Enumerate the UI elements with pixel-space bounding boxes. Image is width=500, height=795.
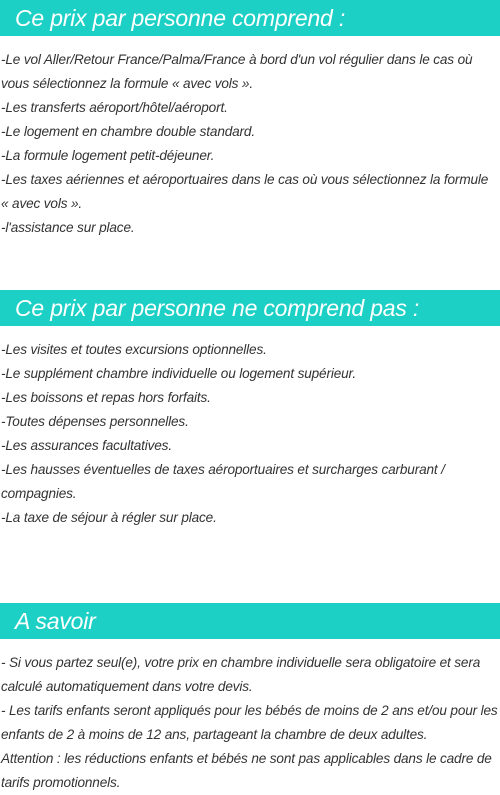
list-item: -Le logement en chambre double standard. (1, 124, 255, 139)
section-included (0, 0, 500, 240)
list-item: -Le vol Aller/Retour France/Palma/France à bord d'un vol régulier dans le cas où vous sélectionnez la formule « avec vols ». (1, 52, 473, 91)
list-item: -Les assurances facultatives. (1, 438, 172, 453)
section-header-not-included (0, 290, 500, 326)
list-item: -Les boissons et repas hors forfaits. (1, 390, 211, 405)
section-header-included (0, 0, 500, 36)
list-item: -Les taxes aériennes et aéroportuaires dans le cas où vous sélectionnez la formule « avec vols ». (1, 172, 489, 211)
list-item: -Les transferts aéroport/hôtel/aéroport. (1, 100, 228, 115)
section-good-to-know (0, 603, 500, 795)
not-included-list (0, 338, 500, 530)
list-item: - Les tarifs enfants seront appliqués pour les bébés de moins de 2 ans et/ou pour les enfants de 2 à moins de 12 ans, partageant la chambre de deux adultes. (1, 703, 498, 742)
list-item: -Toutes dépenses personnelles. (1, 414, 189, 429)
list-item: -La taxe de séjour à régler sur place. (1, 510, 217, 525)
section-header-good-to-know (0, 603, 500, 639)
good-to-know-list (0, 651, 500, 795)
list-item: -Le supplément chambre individuelle ou logement supérieur. (1, 366, 357, 381)
section-title-not-included: Ce prix par personne ne comprend pas : (15, 294, 420, 321)
included-list (0, 48, 500, 240)
list-item: -La formule logement petit-déjeuner. (1, 148, 215, 163)
list-item: -Les visites et toutes excursions optionnelles. (1, 342, 267, 357)
list-item: -l'assistance sur place. (1, 220, 135, 235)
section-not-included (0, 290, 500, 530)
list-item: - Si vous partez seul(e), votre prix en chambre individuelle sera obligatoire et sera calculé automatiquement dans votre devis. (1, 655, 481, 694)
list-item: Attention : les réductions enfants et bébés ne sont pas applicables dans le cadre de tarifs promotionnels. (1, 751, 492, 790)
section-title-included: Ce prix par personne comprend : (15, 4, 346, 31)
section-title-good-to-know: A savoir (15, 607, 96, 634)
list-item: -Les hausses éventuelles de taxes aéroportuaires et surcharges carburant / compagnies. (1, 462, 445, 501)
